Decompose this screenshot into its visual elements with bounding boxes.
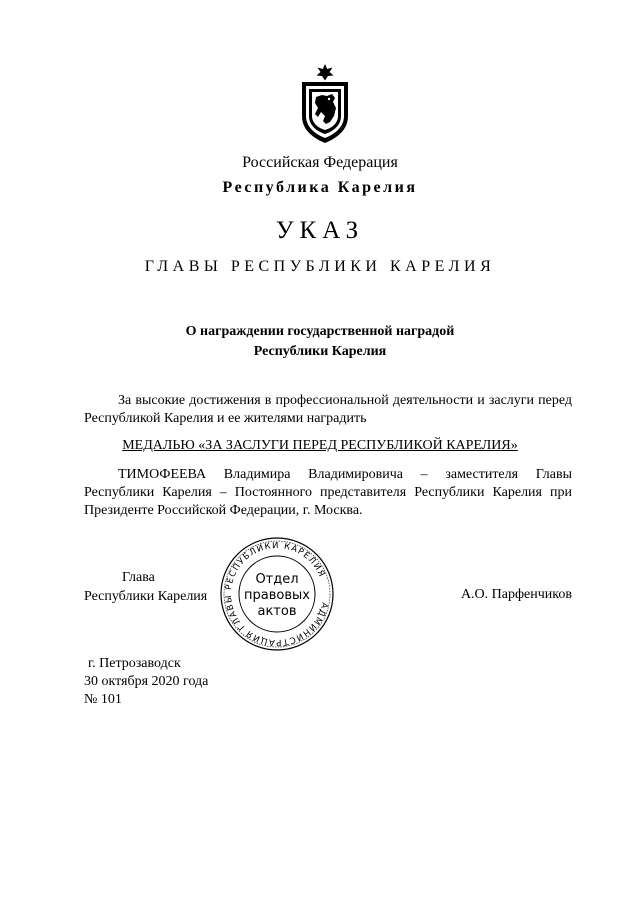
recipient-paragraph: ТИМОФЕЕВА Владимира Владимировича – заместителя Главы Республики Карелия – Постоянного представителя Республики Карелия при Президенте Российской Федерации, г. Москва.	[84, 467, 572, 518]
medal-name: МЕДАЛЬЮ «ЗА ЗАСЛУГИ ПЕРЕД РЕСПУБЛИКОЙ КАРЕЛИЯ»	[122, 438, 518, 453]
decree-date: 30 октября 2020 года	[84, 674, 209, 689]
signatory-title-line-1: Глава	[122, 570, 155, 585]
karelia-coat-of-arms-icon	[299, 64, 351, 144]
place-date-number	[84, 655, 208, 709]
document-subject	[0, 322, 640, 362]
subject-line-2: Республики Карелия	[253, 344, 387, 359]
decree-number: № 101	[84, 692, 122, 707]
document-type: УКАЗ	[275, 217, 365, 244]
award-paragraph: За высокие достижения в профессиональной деятельности и заслуги перед Республикой Карелия и ее жителями наградить	[84, 393, 572, 426]
issuer-title: ГЛАВЫ РЕСПУБЛИКИ КАРЕЛИЯ	[144, 258, 496, 275]
country-name: Российская Федерация	[242, 154, 398, 171]
signatory-name: А.О. Парфенчиков	[460, 587, 572, 602]
stamp-ring-text: АДМИНИСТРАЦИЯ ГЛАВЫ РЕСПУБЛИКИ КАРЕЛИЯ	[223, 540, 330, 648]
stamp-line-2: правовых	[244, 588, 310, 603]
republic-name: Республика Карелия	[222, 179, 418, 196]
stamp-line-3: актов	[257, 604, 297, 619]
signatory-title-line-2: Республики Карелия	[84, 589, 208, 604]
signatory-title	[84, 568, 234, 606]
city: г. Петрозаводск	[88, 656, 181, 671]
stamp-line-1: Отдел	[255, 572, 299, 587]
office-stamp	[218, 535, 336, 653]
subject-line-1: О награждении государственной наградой	[185, 324, 455, 339]
